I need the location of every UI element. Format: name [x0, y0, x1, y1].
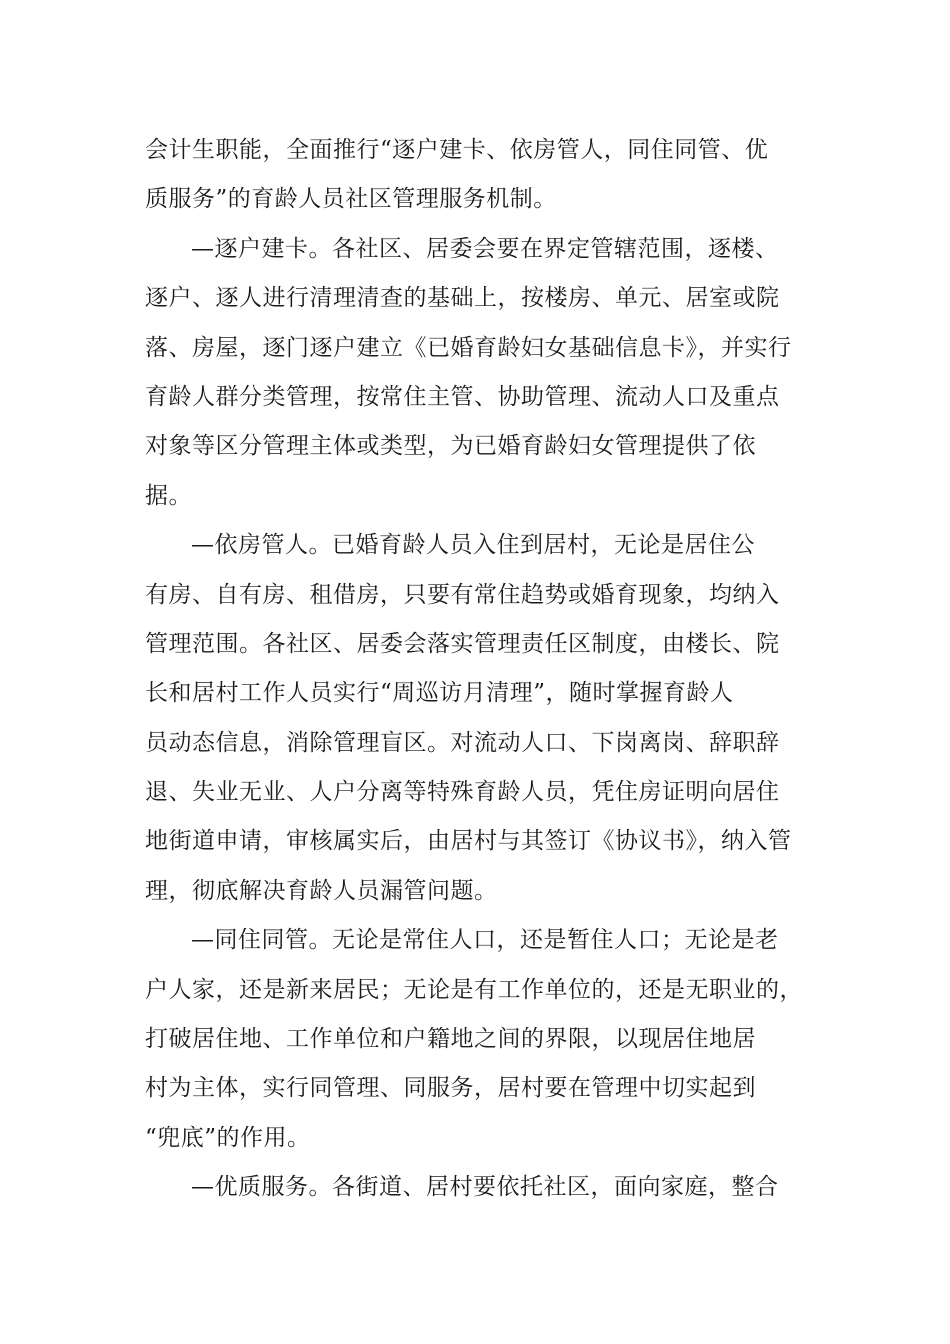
- text-line: 据。: [145, 482, 192, 509]
- paragraph-first-line: —优质服务。各街道、居村要依托社区，面向家庭，整合: [191, 1174, 779, 1201]
- paragraph-first-line: —依房管人。已婚育龄人员入住到居村，无论是居住公: [191, 532, 755, 559]
- text-line: 对象等区分管理主体或类型，为已婚育龄妇女管理提供了依: [145, 433, 756, 460]
- text-line: 长和居村工作人员实行“周巡访月清理”，随时掌握育龄人: [145, 680, 734, 707]
- text-line: 落、房屋，逐门逐户建立《已婚育龄妇女基础信息卡》，并实行: [145, 334, 792, 361]
- text-line: “兜底”的作用。: [145, 1124, 311, 1151]
- body-text: [145, 126, 810, 1213]
- text-line: 质服务”的育龄人员社区管理服务机制。: [145, 186, 557, 213]
- text-line: 户人家，还是新来居民；无论是有工作单位的，还是无职业的，: [145, 976, 803, 1003]
- paragraph-first-line: —逐户建卡。各社区、居委会要在界定管辖范围，逐楼、: [191, 235, 779, 262]
- text-line: 打破居住地、工作单位和户籍地之间的界限，以现居住地居: [145, 1026, 756, 1053]
- text-line: 地街道申请，审核属实后，由居村与其签订《协议书》，纳入管: [145, 828, 792, 855]
- text-line: 会计生职能，全面推行“逐户建卡、依房管人，同住同管、优: [145, 137, 769, 163]
- text-line: 理，彻底解决育龄人员漏管问题。: [145, 877, 498, 904]
- text-line: 退、失业无业、人户分离等特殊育龄人员，凭住房证明向居住: [145, 779, 780, 806]
- paragraph-first-line: —同住同管。无论是常住人口，还是暂住人口；无论是老: [191, 927, 779, 954]
- text-line: 逐户、逐人进行清理清查的基础上，按楼房、单元、居室或院: [145, 285, 780, 312]
- text-line: 育龄人群分类管理，按常住主管、协助管理、流动人口及重点: [145, 383, 780, 410]
- text-line: 管理范围。各社区、居委会落实管理责任区制度，由楼长、院: [145, 630, 780, 657]
- text-line: 村为主体，实行同管理、同服务，居村要在管理中切实起到: [145, 1075, 756, 1102]
- text-line: 有房、自有房、租借房，只要有常住趋势或婚育现象，均纳入: [145, 581, 780, 608]
- text-line: 员动态信息，消除管理盲区。对流动人口、下岗离岗、辞职辞: [145, 729, 780, 756]
